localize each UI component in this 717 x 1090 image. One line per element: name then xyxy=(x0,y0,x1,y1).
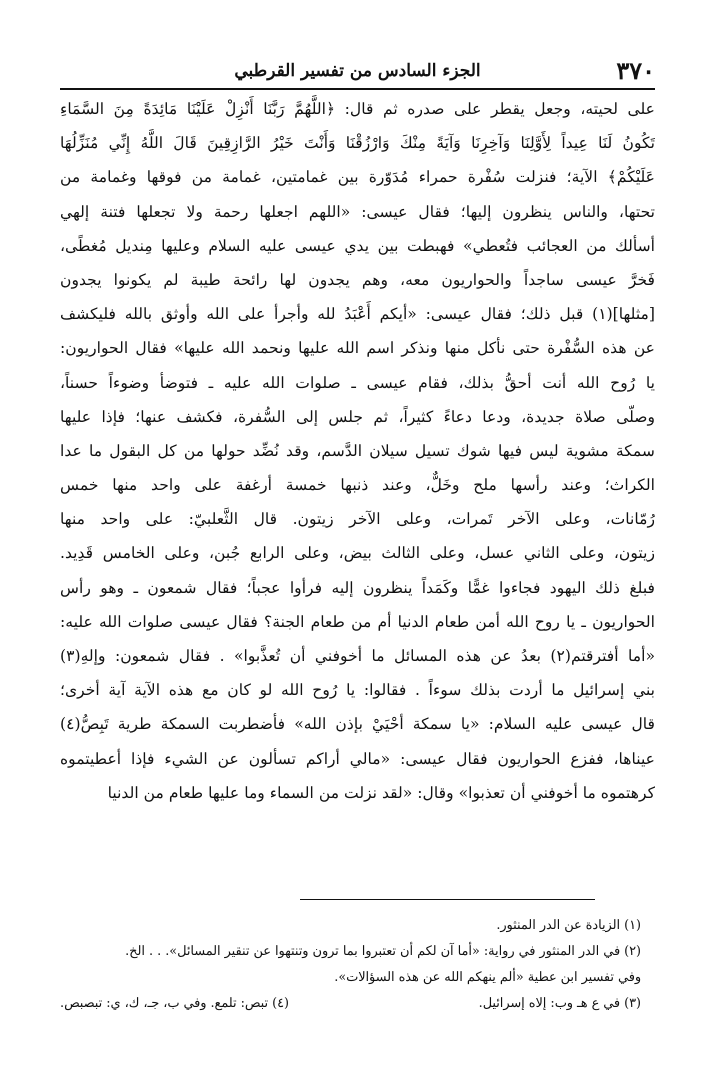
text-line: فبلغ ذلك اليهود فجاءوا غمًّا وكَمَداً ينظرون إليه فرأوا عجباً؛ فقال شمعون ـ وهو رأس xyxy=(60,578,655,597)
text-line: قال عيسى عليه السلام: «يا سمكة أحْيَيْ بإذن الله» فأضطربت السمكة طرية تَبِصُّ(٤) xyxy=(60,715,655,734)
text-line: فَخرَّ عيسى ساجداً والحواريون معه، وهم يجدون لها رائحة طيبة لم يكونوا يجدون xyxy=(60,270,655,289)
text-line: وصلّى صلاة جديدة، ودعا دعاءً كثيراً، ثم جلس إلى السُّفرة، فكشف عنها؛ فإذا عليها xyxy=(60,407,655,426)
text-line: عن هذه السُّفْرة حتى نأكل منها ونذكر اسم الله عليها ونحمد الله عليها» فقال الحواريون: xyxy=(60,339,655,358)
text-line: كرهتموه ما أخوفني أن تعذبوا» وقال: «لقد نزلت من السماء وما عليها طعام من الدنيا xyxy=(107,783,655,802)
text-line: تَكُونُ لَنَا عِيداً لِأَوَّلِنَا وَآخِرِنَا وَآيَةً مِنْكَ وَارْزُقْنَا وَأَنْتَ خَيْرُ الرَّازِقِينَ قَالَ اللَّهُ إِنِّي مُنَزِّلُهَا xyxy=(60,134,655,153)
text-line: تحتها، والناس ينظرون إليها؛ فقال عيسى: «اللهم اجعلها رحمة ولا تجعلها فتنة إلهي xyxy=(60,202,655,221)
text-line: على لحيته، وجعل يقطر على صدره ثم قال: ﴿اللَّهُمَّ رَبَّنَا أَنْزِلْ عَلَيْنَا مَائِدَةً مِنَ السَّمَاءِ xyxy=(60,100,655,118)
text-line: [مثلها](١) قبل ذلك؛ فقال عيسى: «أيكم أَعْبَدُ لله وأجرأ على الله وأوثق بالله فليكشف xyxy=(60,305,655,324)
footnote-1: (١) الزيادة عن الدر المنثور. xyxy=(496,918,641,933)
page-number: ٣٧٠ xyxy=(616,56,655,85)
footnote-2: (٢) في الدر المنثور في رواية: «أما آن لكم أن تعتبروا بما ترون وتنتهوا عن تنقير المسائل». . . الخ. xyxy=(125,944,641,959)
text-line: زيتون، وعلى الثاني عسل، وعلى الثالث بيض، وعلى الرابع جُبن، وعلى الخامس قَدِيد. xyxy=(60,544,655,563)
text-line: عَلَيْكُمْ﴾ الآية؛ فنزلت سُفْرة حمراء مُدَوّرة بين غمامتين، غمامة من فوقها وغمامة من xyxy=(60,168,655,187)
text-line: الكراث؛ وعند رأسها ملح وخَلٌّ، وعند ذنبها خمسة أرغفة على واحد منها خمس xyxy=(60,476,655,495)
footnote-2-continued: وفي تفسير ابن عطية «ألم ينهكم الله عن هذه السؤالات». xyxy=(334,970,641,985)
page-header xyxy=(60,58,655,90)
text-line: رُمّانات، وعلى الآخر تَمرات، وعلى الآخر زيتون. قال الثَّعلبيّ: على واحد منها xyxy=(60,510,655,529)
text-line: بني إسرائيل ما أردت بذلك سوءاً . فقالوا: يا رُوح الله لو كان مع هذه الآية آية أخرى؛ xyxy=(60,681,655,700)
text-line: الحواريون ـ يا روح الله أمن طعام الدنيا أم من طعام الجنة؟ فقال عيسى صلوات الله عليه: xyxy=(60,612,655,631)
text-line: يا رُوح الله أنت أحقُّ بذلك، فقام عيسى ـ صلوات الله عليه ـ فتوضأ وضوءاً حسناً، xyxy=(60,373,655,392)
text-line: سمكة مشوية ليس فيها شوك تسيل سيلان الدَّسم، وقد نُضِّد حولها من كل البقول ما عدا xyxy=(60,441,655,460)
footnotes xyxy=(60,913,641,1017)
footnote-3: (٣) في ع هـ وب: إلاه إسرائيل. xyxy=(478,996,641,1011)
text-line: «أما أفترقتم(٢) بعدُ عن هذه المسائل ما أخوفني أن تُعذَّبوا» . فقال شمعون: وإلهِ(٣) xyxy=(60,647,655,665)
text-line: أسألك من العجائب فتُعطي» فهبطت بين يدي عيسى عليه السلام وعليها مِنديل مُغطًى، xyxy=(60,236,655,255)
text-line: عيناها، ففزع الحواريون فقال عيسى: «مالي أراكم تسألون عن الشيء فإذا أعطيتموه xyxy=(60,749,655,768)
footnote-4: (٤) تبص: تلمع. وفي ب، جـ، ك، ي: تبصبص. xyxy=(60,996,289,1011)
running-title: الجزء السادس من تفسير القرطبي xyxy=(234,61,481,81)
footnote-row xyxy=(60,991,641,1017)
main-text xyxy=(60,92,655,810)
footnote-separator xyxy=(300,899,595,900)
